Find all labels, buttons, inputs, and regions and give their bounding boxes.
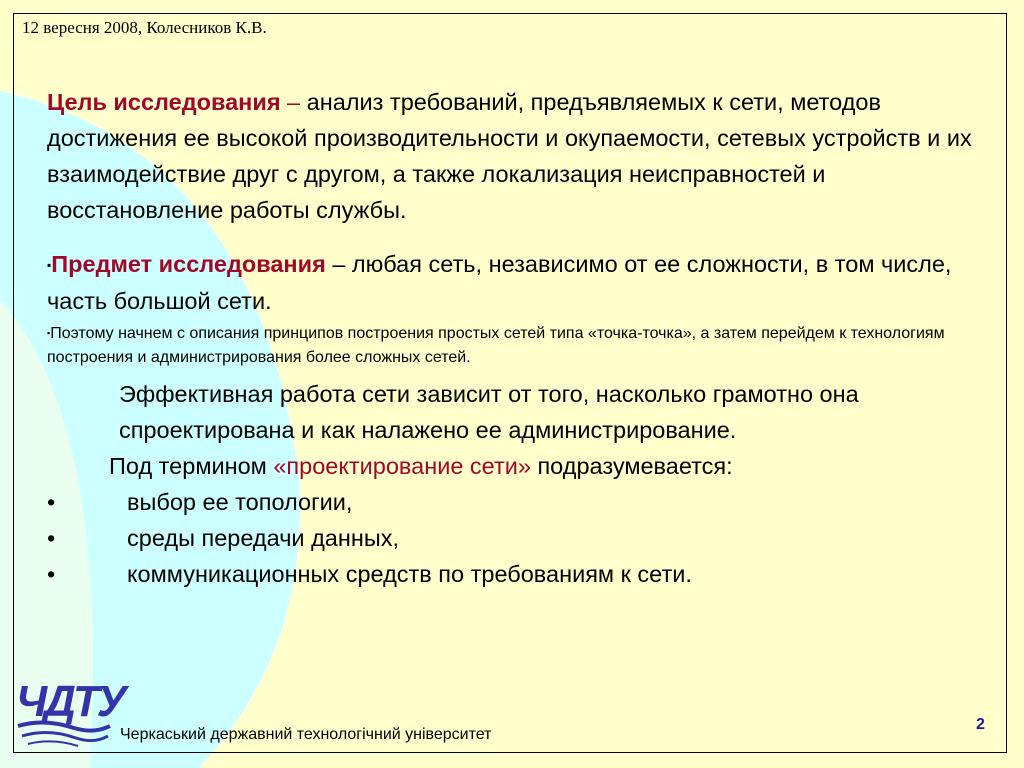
list-item — [47, 484, 992, 520]
date-author: 12 вересня 2008, Колесников К.В. — [22, 18, 267, 37]
research-goal-dash: – — [280, 89, 307, 115]
design-term-after: подразумевается: — [530, 453, 733, 479]
page-number: 2 — [976, 716, 985, 733]
list-item-text: среды передачи данных, — [127, 525, 399, 551]
approach-paragraph — [47, 321, 992, 370]
design-list — [47, 484, 992, 592]
list-item-text: выбор ее топологии, — [127, 489, 353, 515]
university-name: Черкаський державний технологічний університет — [120, 726, 492, 743]
bullet-icon: • — [47, 525, 56, 551]
research-goal-text: анализ требований, предъявляемых к сети, методов достижения ее высокой производительности и окупаемости, сетевых устройств и их взаимодействие друг с другом, а также локализация неисправностей и восстановление работы службы. — [47, 89, 972, 223]
approach-text: Поэтому начнем с описания принципов построения простых сетей типа «точка-точка», а затем перейдем к технологиям построения и администрирования более сложных сетей. — [47, 325, 945, 366]
design-term-before: Под термином — [109, 453, 274, 479]
square-bullet-icon: ▪ — [47, 328, 51, 338]
research-goal-paragraph — [47, 84, 992, 228]
efficiency-text: Эффективная работа сети зависит от того, насколько грамотно она спроектирована и как налажено ее администрирование. — [119, 381, 859, 443]
design-term: «проектирование сети» — [273, 453, 531, 479]
slide-content — [47, 84, 992, 592]
bullet-icon: • — [47, 489, 56, 515]
design-term-paragraph — [47, 448, 992, 484]
list-item-text: коммуникационных средств по требованиям к сети. — [127, 561, 692, 587]
list-item — [47, 520, 992, 556]
bullet-icon: • — [47, 561, 56, 587]
research-subject-label: Предмет исследования — [51, 251, 326, 277]
svg-text:ЧДТУ: ЧДТУ — [16, 677, 124, 726]
research-subject-paragraph — [47, 246, 992, 319]
research-subject-text: – любая сеть, независимо от ее сложности, в том числе, часть большой сети. — [47, 251, 952, 314]
research-goal-label: Цель исследования — [47, 89, 281, 115]
list-item — [47, 556, 992, 592]
university-logo — [14, 668, 124, 748]
efficiency-paragraph — [47, 376, 992, 448]
square-bullet-icon: ▪ — [47, 258, 52, 272]
